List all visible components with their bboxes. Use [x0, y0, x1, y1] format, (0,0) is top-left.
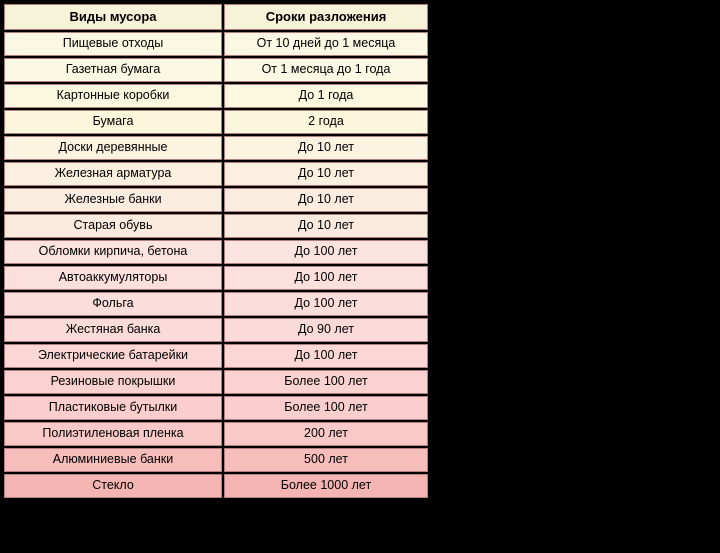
decomposition-table — [2, 2, 430, 500]
cell-decomposition-term: Более 1000 лет — [224, 474, 428, 498]
cell-decomposition-term: Более 100 лет — [224, 370, 428, 394]
table-row — [4, 370, 428, 394]
cell-decomposition-term: До 90 лет — [224, 318, 428, 342]
table-row — [4, 214, 428, 238]
cell-decomposition-term: До 100 лет — [224, 344, 428, 368]
table-row — [4, 422, 428, 446]
column-header-decomposition-term: Сроки разложения — [224, 4, 428, 30]
cell-waste-type: Доски деревянные — [4, 136, 222, 160]
cell-waste-type: Железная арматура — [4, 162, 222, 186]
cell-waste-type: Резиновые покрышки — [4, 370, 222, 394]
cell-decomposition-term: До 100 лет — [224, 292, 428, 316]
table-row — [4, 84, 428, 108]
cell-decomposition-term: До 10 лет — [224, 162, 428, 186]
table-row — [4, 162, 428, 186]
table-row — [4, 448, 428, 472]
table-row — [4, 266, 428, 290]
cell-waste-type: Обломки кирпича, бетона — [4, 240, 222, 264]
cell-waste-type: Автоаккумуляторы — [4, 266, 222, 290]
cell-decomposition-term: Более 100 лет — [224, 396, 428, 420]
table-row — [4, 188, 428, 212]
cell-decomposition-term: 200 лет — [224, 422, 428, 446]
cell-decomposition-term: До 10 лет — [224, 188, 428, 212]
cell-waste-type: Электрические батарейки — [4, 344, 222, 368]
cell-decomposition-term: От 1 месяца до 1 года — [224, 58, 428, 82]
cell-decomposition-term: До 10 лет — [224, 136, 428, 160]
cell-waste-type: Бумага — [4, 110, 222, 134]
table-row — [4, 110, 428, 134]
cell-waste-type: Стекло — [4, 474, 222, 498]
table-row — [4, 396, 428, 420]
cell-waste-type: Железные банки — [4, 188, 222, 212]
table-row — [4, 474, 428, 498]
cell-waste-type: Пищевые отходы — [4, 32, 222, 56]
table-row — [4, 136, 428, 160]
cell-decomposition-term: 2 года — [224, 110, 428, 134]
cell-waste-type: Фольга — [4, 292, 222, 316]
cell-decomposition-term: От 10 дней до 1 месяца — [224, 32, 428, 56]
cell-decomposition-term: 500 лет — [224, 448, 428, 472]
cell-waste-type: Алюминиевые банки — [4, 448, 222, 472]
table-header-row — [4, 4, 428, 30]
table-row — [4, 344, 428, 368]
cell-waste-type: Старая обувь — [4, 214, 222, 238]
cell-waste-type: Полиэтиленовая пленка — [4, 422, 222, 446]
table-row — [4, 292, 428, 316]
table-row — [4, 32, 428, 56]
cell-decomposition-term: До 100 лет — [224, 240, 428, 264]
table-row — [4, 318, 428, 342]
table-row — [4, 58, 428, 82]
cell-decomposition-term: До 100 лет — [224, 266, 428, 290]
column-header-waste-type: Виды мусора — [4, 4, 222, 30]
cell-decomposition-term: До 10 лет — [224, 214, 428, 238]
cell-waste-type: Картонные коробки — [4, 84, 222, 108]
cell-waste-type: Пластиковые бутылки — [4, 396, 222, 420]
cell-waste-type: Газетная бумага — [4, 58, 222, 82]
table-row — [4, 240, 428, 264]
cell-decomposition-term: До 1 года — [224, 84, 428, 108]
table-body — [4, 32, 428, 498]
cell-waste-type: Жестяная банка — [4, 318, 222, 342]
